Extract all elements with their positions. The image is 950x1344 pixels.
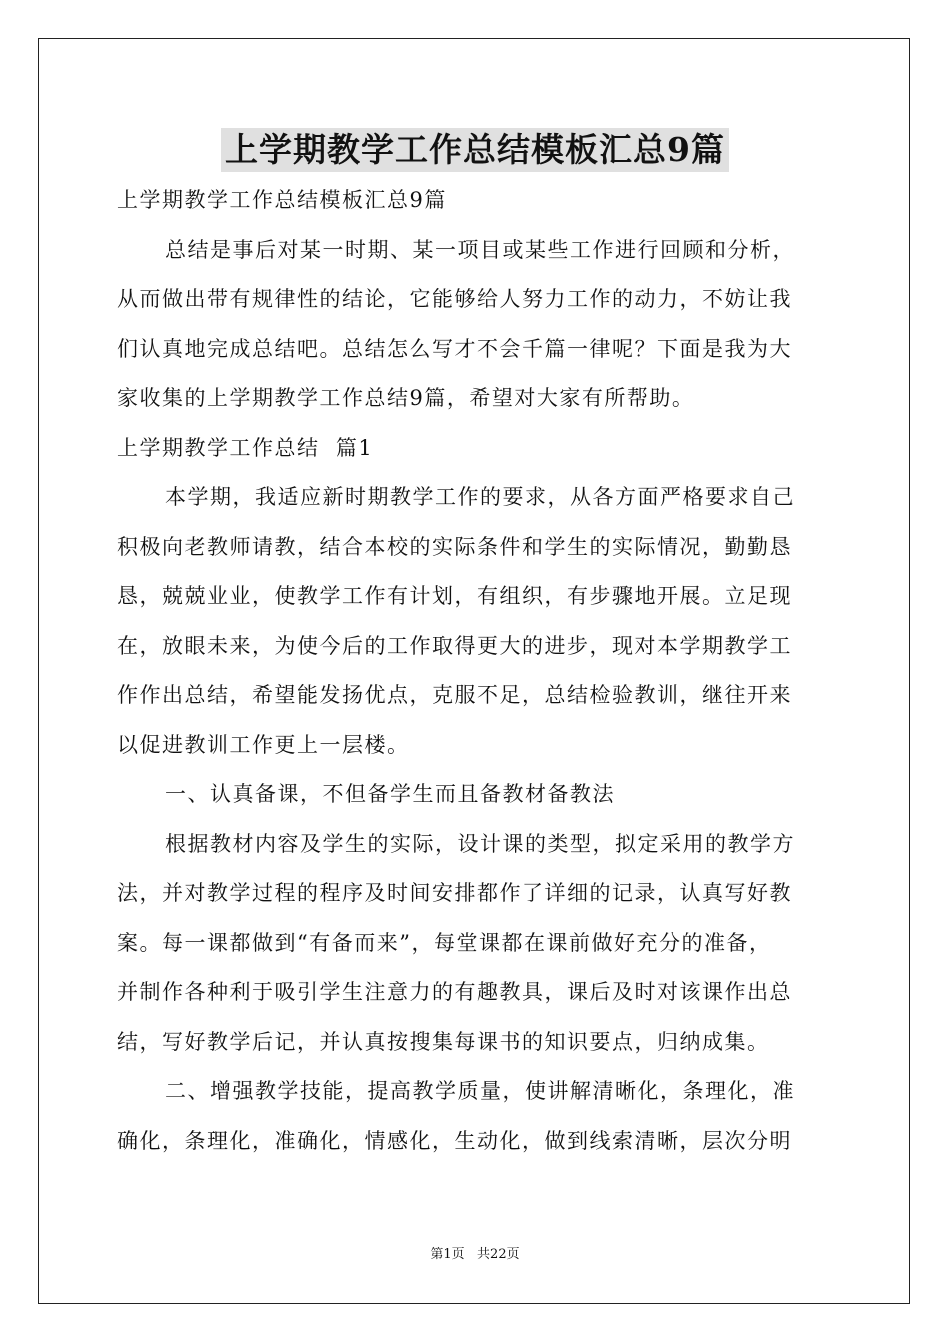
text-line: 以促进教训工作更上一层楼。: [117, 732, 410, 757]
text-line: 家收集的上学期教学工作总结9篇，希望对大家有所帮助。: [117, 386, 695, 410]
subheading: 二、增强教学技能，提高教学质量，使讲解清晰化，条理化，准: [165, 1079, 795, 1103]
text-line: 作作出总结，希望能发扬优点，克服不足，总结检验教训，继往开来: [117, 683, 792, 707]
text-line: 结，写好教学后记，并认真按搜集每课书的知识要点，归纳成集。: [117, 1029, 770, 1054]
text-line: 从而做出带有规律性的结论，它能够给人努力工作的动力，不妨让我: [117, 287, 792, 311]
document-body: [117, 176, 835, 1166]
text-line: 积极向老教师请教，结合本校的实际条件和学生的实际情况，勤勤恳: [117, 534, 792, 559]
text-line: 案。每一课都做到“有备而来”，每堂课都在课前做好充分的准备，: [117, 930, 772, 955]
text-line: 确化，条理化，准确化，情感化，生动化，做到线索清晰，层次分明: [117, 1128, 792, 1153]
text-line: 总结是事后对某一时期、某一项目或某些工作进行回顾和分析，: [165, 237, 795, 262]
text-line: 恳，兢兢业业，使教学工作有计划，有组织，有步骤地开展。立足现: [117, 584, 792, 608]
page-number-footer: 第1页 共22页: [430, 1247, 520, 1262]
section-heading: 上学期教学工作总结 篇1: [117, 435, 374, 460]
text-line: 上学期教学工作总结模板汇总9篇: [117, 188, 447, 212]
text-line: 在，放眼未来，为使今后的工作取得更大的进步，现对本学期教学工: [117, 633, 792, 658]
text-line: 根据教材内容及学生的实际，设计课的类型，拟定采用的教学方: [165, 831, 795, 856]
text-line: 本学期，我适应新时期教学工作的要求，从各方面严格要求自己: [165, 485, 795, 509]
text-line: 们认真地完成总结吧。总结怎么写才不会千篇一律呢？下面是我为大: [117, 336, 792, 361]
text-line: 法，并对教学过程的程序及时间安排都作了详细的记录，认真写好教: [117, 881, 792, 905]
document-title: 上学期教学工作总结模板汇总9篇: [221, 128, 729, 172]
subheading: 一、认真备课，不但备学生而且备教材备教法: [165, 782, 615, 806]
text-line: 并制作各种利于吸引学生注意力的有趣教具，课后及时对该课作出总: [117, 980, 792, 1004]
document-title-container: [0, 128, 950, 172]
